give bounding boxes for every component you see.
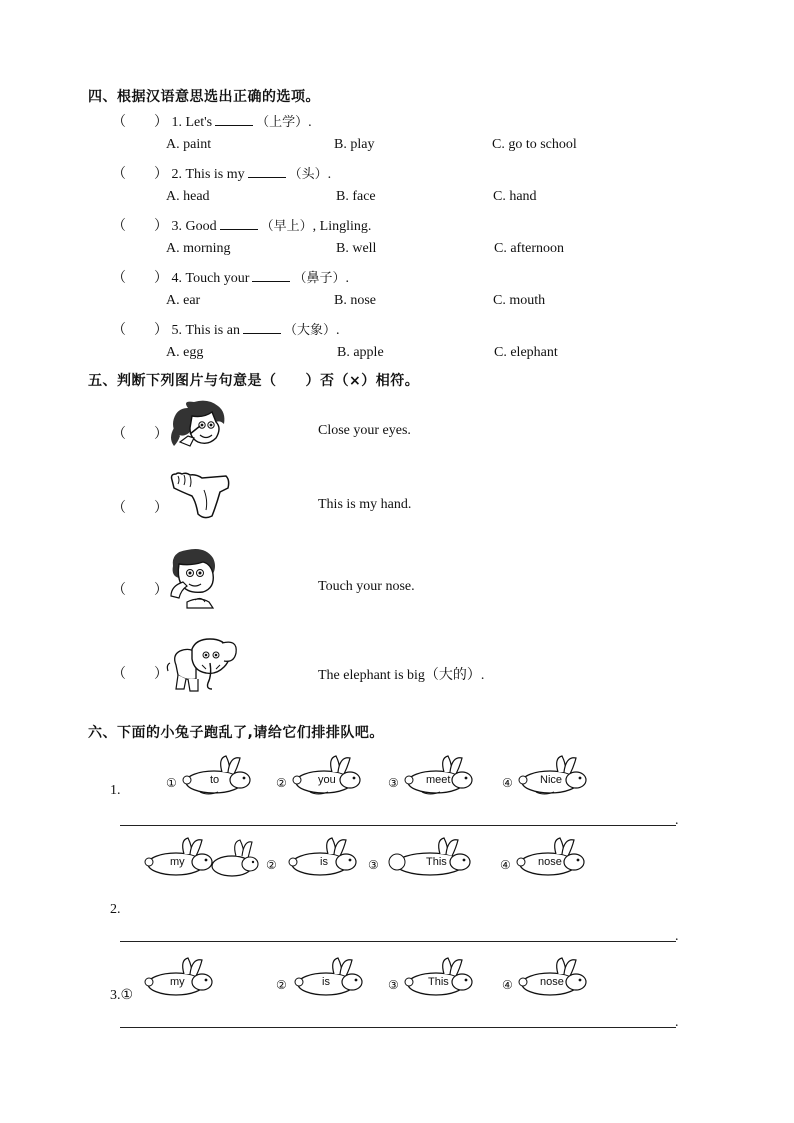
rabbit-word: is	[322, 976, 330, 988]
answer-paren[interactable]: （ ）	[112, 115, 168, 130]
rabbit-word: nose	[538, 856, 562, 868]
judge-paren[interactable]: （ ）	[112, 667, 168, 682]
rabbit[interactable]	[400, 956, 478, 1003]
question-row	[112, 215, 371, 235]
row-number: 1.	[110, 783, 121, 798]
section6-title: 六、下面的小兔子跑乱了,请给它们排排队吧。	[88, 725, 384, 741]
answer-blank[interactable]	[243, 322, 281, 334]
answer-blank[interactable]	[215, 114, 253, 126]
rabbit-word: meet	[426, 774, 451, 786]
option-a[interactable]: A. egg	[166, 345, 204, 360]
judge-paren[interactable]: （ ）	[112, 427, 168, 442]
question-chinese: （上学）	[256, 115, 309, 130]
question-chinese: （头）	[288, 167, 328, 182]
answer-paren[interactable]: （ ）	[112, 323, 168, 338]
question-prefix: 3. Good	[171, 219, 217, 234]
foot-image	[168, 470, 234, 522]
question-chinese: （鼻子）	[293, 271, 346, 286]
option-a[interactable]: A. morning	[166, 241, 231, 256]
rabbit[interactable]	[384, 836, 476, 883]
answer-blank[interactable]	[252, 270, 290, 282]
rabbit-mark: ③	[388, 776, 399, 790]
line-end: .	[675, 813, 679, 828]
option-a[interactable]: A. paint	[166, 137, 212, 152]
rabbit-mark: ②	[276, 776, 287, 790]
question-suffix: .	[335, 323, 340, 338]
line-end: .	[675, 1015, 679, 1030]
option-c[interactable]: C. mouth	[493, 293, 546, 308]
question-suffix: .	[308, 115, 312, 130]
rabbit[interactable]	[284, 836, 362, 883]
rabbit-word: Nice	[540, 774, 563, 786]
rabbit-mark: ④	[502, 978, 513, 992]
judge-paren[interactable]: （ ）	[112, 583, 168, 598]
rabbit[interactable]	[178, 754, 256, 801]
rabbit-mark: ④	[500, 858, 511, 872]
rabbit-word: is	[320, 856, 328, 868]
rabbit-word: This	[426, 856, 447, 868]
answer-line[interactable]	[120, 1027, 676, 1028]
judge-sentence: This is my hand.	[318, 497, 412, 512]
answer-blank[interactable]	[220, 218, 258, 230]
question-suffix: .	[345, 271, 349, 286]
section4-title: 四、根据汉语意思选出正确的选项。	[88, 89, 320, 105]
rabbit-mark: ③	[388, 978, 399, 992]
answer-blank[interactable]	[248, 166, 286, 178]
rabbit-word: you	[318, 774, 336, 786]
option-b[interactable]: B. face	[336, 189, 376, 204]
option-a[interactable]: A. head	[166, 189, 210, 204]
judge-sentence: Touch your nose.	[318, 579, 415, 594]
elephant-image	[166, 635, 240, 697]
rabbit[interactable]	[400, 754, 478, 801]
option-c[interactable]: C. afternoon	[494, 241, 564, 256]
rabbit-mark: ②	[276, 978, 287, 992]
rabbit-word: my	[170, 856, 185, 868]
option-c[interactable]: C. elephant	[494, 345, 558, 360]
rabbit[interactable]	[290, 956, 368, 1003]
rabbit-word: my	[170, 976, 185, 988]
rabbit[interactable]	[140, 956, 218, 1003]
judge-sentence: The elephant is big（大的）.	[318, 668, 485, 683]
boy-touching-nose-image	[165, 546, 221, 614]
option-b[interactable]: B. apple	[337, 345, 384, 360]
rabbit[interactable]	[514, 754, 592, 801]
rabbit-icon	[206, 838, 262, 880]
answer-paren[interactable]: （ ）	[112, 219, 168, 234]
question-row	[112, 111, 312, 131]
option-b[interactable]: B. nose	[334, 293, 376, 308]
option-b[interactable]: B. play	[334, 137, 375, 152]
judge-sentence: Close your eyes.	[318, 423, 411, 438]
rabbit[interactable]	[512, 836, 590, 883]
rabbit-word: to	[210, 774, 220, 786]
rabbit[interactable]	[288, 754, 366, 801]
question-suffix: .	[327, 167, 332, 182]
answer-line[interactable]	[120, 941, 676, 942]
option-c[interactable]: C. go to school	[492, 137, 577, 152]
rabbit[interactable]	[514, 956, 592, 1003]
girl-pointing-eyes-image	[168, 398, 230, 450]
question-row	[112, 319, 339, 339]
rabbit-word: nose	[540, 976, 564, 988]
rabbit-mark: ①	[166, 776, 177, 790]
rabbit-mark: ③	[368, 858, 379, 872]
answer-paren[interactable]: （ ）	[112, 167, 168, 182]
question-row	[112, 267, 349, 287]
question-prefix: 1. Let's	[171, 115, 213, 130]
rabbit-mark: ④	[502, 776, 513, 790]
option-b[interactable]: B. well	[336, 241, 377, 256]
rabbit-mark: ②	[266, 858, 277, 872]
row-number: 2.	[110, 902, 121, 917]
question-suffix: , Lingling.	[312, 219, 372, 234]
row-number: 3.①	[110, 988, 134, 1003]
question-row	[112, 163, 331, 183]
question-chinese: （大象）	[283, 323, 336, 338]
answer-paren[interactable]: （ ）	[112, 271, 168, 286]
section5-title: 五、判断下列图片与句意是（ ）否（×）相符。	[88, 373, 420, 389]
line-end: .	[675, 929, 679, 944]
answer-line[interactable]	[120, 825, 676, 826]
option-a[interactable]: A. ear	[166, 293, 201, 308]
judge-paren[interactable]: （ ）	[112, 501, 168, 516]
question-chinese: （早上）	[260, 219, 313, 234]
option-c[interactable]: C. hand	[493, 189, 537, 204]
rabbit-word: This	[428, 976, 449, 988]
question-prefix: 2. This is my	[171, 167, 245, 182]
question-prefix: 4. Touch your	[171, 271, 250, 286]
question-prefix: 5. This is an	[171, 323, 240, 338]
